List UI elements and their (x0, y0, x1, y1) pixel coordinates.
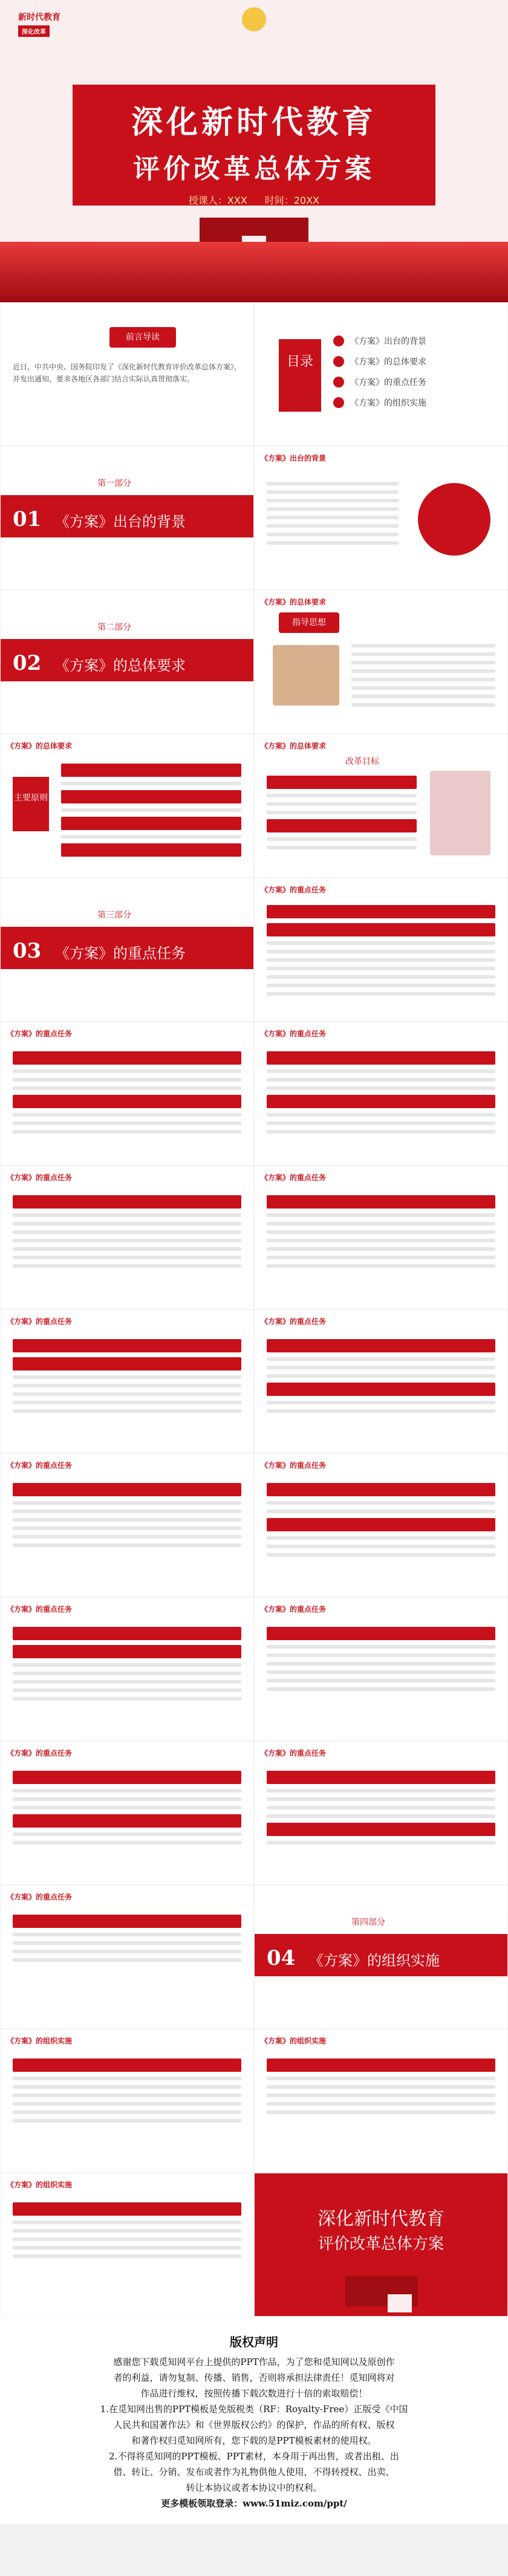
slide-heading: 《方案》的重点任务 (7, 1317, 73, 1326)
slide-row (0, 1885, 508, 2029)
section-tag: 第四部分 (351, 1918, 385, 1927)
section-number: 03 (13, 939, 42, 963)
cover-title-line1: 深化新时代教育 (131, 104, 377, 141)
content-slide (255, 1310, 507, 1453)
text-lines (267, 1766, 495, 1849)
toc-item: 《方案》的总体要求 (333, 351, 426, 372)
text-lines (13, 1190, 241, 1273)
text-lines (267, 477, 399, 550)
section-title: 《方案》的总体要求 (55, 657, 186, 674)
notice-line: 1.在觅知网出售的PPT模板是免版税类（RF：Royalty-Free）正版受《中国 (100, 2404, 408, 2415)
notice-line: 2.不得将觅知网的PPT模板、PPT素材，本身用于再出售，或者出租、出 (109, 2451, 399, 2462)
party-emblem-icon (242, 7, 266, 31)
text-lines (13, 1046, 241, 1138)
section-slide (1, 447, 253, 589)
content-slide (255, 447, 507, 589)
text-lines (267, 1478, 495, 1562)
section-tag: 第二部分 (97, 623, 131, 632)
guiding-pill: 指导思想 (279, 612, 339, 633)
toc-slide (255, 303, 507, 446)
content-slide (255, 735, 507, 877)
slide-heading: 《方案》的重点任务 (7, 1461, 73, 1470)
section-title: 《方案》的重点任务 (55, 945, 186, 962)
content-slide (255, 1598, 507, 1741)
section-tag: 第一部分 (97, 479, 131, 488)
section-number: 01 (13, 507, 42, 531)
red-wave (0, 242, 508, 302)
copyright-notice (0, 2317, 508, 2524)
text-lines (13, 1478, 241, 1552)
toc-item: 《方案》的组织实施 (333, 392, 426, 413)
text-lines (267, 1622, 495, 1696)
notice-line: 借、转让、分销、发布或者作为礼物供他人使用，不得转授权、出卖、 (113, 2467, 395, 2477)
intro-slide (1, 303, 253, 446)
slide-heading: 《方案》的重点任务 (261, 1030, 327, 1038)
text-lines (267, 1334, 495, 1418)
toc-dot-icon (333, 356, 344, 367)
toc-dot-icon (333, 336, 344, 346)
content-slide (1, 2173, 253, 2316)
slide-heading: 《方案》的组织实施 (7, 2037, 73, 2045)
slide-heading: 《方案》的总体要求 (261, 598, 327, 606)
image (273, 645, 339, 706)
text-lines (267, 1046, 495, 1138)
section-slide (1, 591, 253, 733)
slide-heading: 《方案》的重点任务 (261, 1461, 327, 1470)
intro-text: 近日，中共中央、国务院印发了《深化新时代教育评价改革总体方案》，并发出通知，要求各地区各部门结合实际认真贯彻落实。 (13, 363, 242, 383)
slide-heading: 《方案》的重点任务 (7, 1030, 73, 1038)
section-number: 04 (267, 1946, 296, 1970)
text-lines (13, 2198, 241, 2263)
notice-line: 转让本协议或者本协议中的权利。 (186, 2482, 322, 2493)
title-band (73, 85, 435, 206)
slide-heading: 《方案》的重点任务 (7, 1173, 73, 1182)
section-slide (255, 1886, 507, 2028)
content-slide (255, 2029, 507, 2172)
notice-line: 人民共和国著作法》和《世界版权公约》的保护，作品的所有权、版权 (113, 2419, 395, 2430)
text-lines (13, 1910, 241, 1967)
slide-heading: 《方案》的组织实施 (7, 2181, 73, 2189)
intro-pill: 前言导读 (109, 327, 176, 348)
slide-row (0, 302, 508, 446)
notice-title: 版权声明 (230, 2335, 278, 2349)
section-number: 02 (13, 651, 42, 675)
content-slide (1, 1454, 253, 1597)
more-templates-link[interactable]: 更多模板领取登录：www.51miz.com/ppt/ (161, 2498, 347, 2509)
logo-text: 新时代教育 (18, 13, 60, 22)
slide-row (0, 2173, 508, 2317)
text-lines (267, 2054, 495, 2119)
slide-row (0, 734, 508, 878)
slide-heading: 《方案》出台的背景 (261, 454, 327, 462)
content-slide (255, 1022, 507, 1165)
slide-row (0, 878, 508, 1022)
tiananmen-icon (345, 2276, 418, 2306)
slide-heading: 《方案》的重点任务 (7, 1749, 73, 1757)
logo-chip: 深化改革 (18, 25, 50, 37)
notice-line: 者的利益，请勿复制、传播、销售，否则将承担法律责任！觅知网将对 (113, 2372, 395, 2383)
slide-heading: 《方案》的总体要求 (7, 742, 73, 750)
content-slide (1, 1886, 253, 2028)
slide-heading: 《方案》的总体要求 (261, 742, 327, 750)
principles-box: 主要原则 (13, 777, 49, 831)
slide-heading: 《方案》的重点任务 (7, 1893, 73, 1901)
toc-list (333, 331, 426, 413)
author-label: 授课人：XXX (188, 195, 247, 206)
slide-heading: 《方案》的重点任务 (261, 1317, 327, 1326)
content-slide (1, 2029, 253, 2172)
slide-row (0, 1597, 508, 1741)
section-slide (1, 878, 253, 1021)
text-lines (351, 639, 495, 712)
slide-heading: 《方案》的重点任务 (261, 1749, 327, 1757)
content-slide (1, 1310, 253, 1453)
content-slide (1, 1742, 253, 1884)
column-image (430, 771, 490, 855)
notice-line: 感谢您下载觅知网平台上提供的PPT作品，为了您和觅知网以及原创作 (113, 2357, 395, 2367)
content-slide (1, 1166, 253, 1309)
closing-title-line2: 评价改革总体方案 (318, 2235, 444, 2253)
slide-row (0, 1022, 508, 1166)
slide-row (0, 446, 508, 590)
goals-heading: 改革目标 (345, 757, 379, 767)
section-title: 《方案》出台的背景 (55, 513, 186, 530)
content-slide (1, 1598, 253, 1741)
text-lines (13, 2054, 241, 2127)
text-lines (267, 771, 417, 854)
date-label: 时间：20XX (264, 195, 320, 206)
toc-dot-icon (333, 377, 344, 388)
text-lines (13, 1334, 241, 1418)
text-lines (13, 1622, 241, 1705)
content-slide (1, 735, 253, 877)
slide-heading: 《方案》的重点任务 (261, 1605, 327, 1614)
flag-image (418, 483, 490, 556)
content-slide (255, 591, 507, 733)
cover-meta (73, 193, 435, 207)
closing-slide (255, 2173, 507, 2316)
toc-item: 《方案》出台的背景 (333, 331, 426, 351)
slide-heading: 《方案》的组织实施 (261, 2037, 327, 2045)
slide-row (0, 590, 508, 734)
content-slide (1, 1022, 253, 1165)
cover-slide (0, 0, 508, 302)
toc-dot-icon (333, 397, 344, 408)
section-tag: 第三部分 (97, 910, 131, 920)
text-lines (267, 1190, 495, 1273)
slide-row (0, 1741, 508, 1885)
slide-row (0, 2029, 508, 2173)
slide-heading: 《方案》的重点任务 (261, 1173, 327, 1182)
slide-row (0, 1166, 508, 1309)
content-slide (255, 1166, 507, 1309)
closing-title-line1: 深化新时代教育 (318, 2208, 444, 2230)
slide-heading: 《方案》的重点任务 (261, 886, 327, 894)
content-slide (255, 1742, 507, 1884)
text-lines (13, 1766, 241, 1849)
notice-line: 和著作权归觅知网所有，您下载的是PPT模板素材的使用权。 (131, 2435, 377, 2446)
content-slide (255, 1454, 507, 1597)
logo (18, 11, 85, 41)
cover-title-line2: 评价改革总体方案 (133, 154, 375, 184)
toc-heading: 目录 (279, 339, 321, 412)
toc-item: 《方案》的重点任务 (333, 372, 426, 392)
text-lines (267, 900, 495, 1001)
content-slide (255, 878, 507, 1021)
notice-line: 作品进行维权，按照传播下载次数进行十倍的索取赔偿！ (140, 2388, 368, 2399)
text-lines (61, 759, 241, 861)
section-title: 《方案》的组织实施 (309, 1952, 440, 1969)
slide-heading: 《方案》的重点任务 (7, 1605, 73, 1614)
slide-row (0, 1309, 508, 1453)
slide-row (0, 1453, 508, 1597)
